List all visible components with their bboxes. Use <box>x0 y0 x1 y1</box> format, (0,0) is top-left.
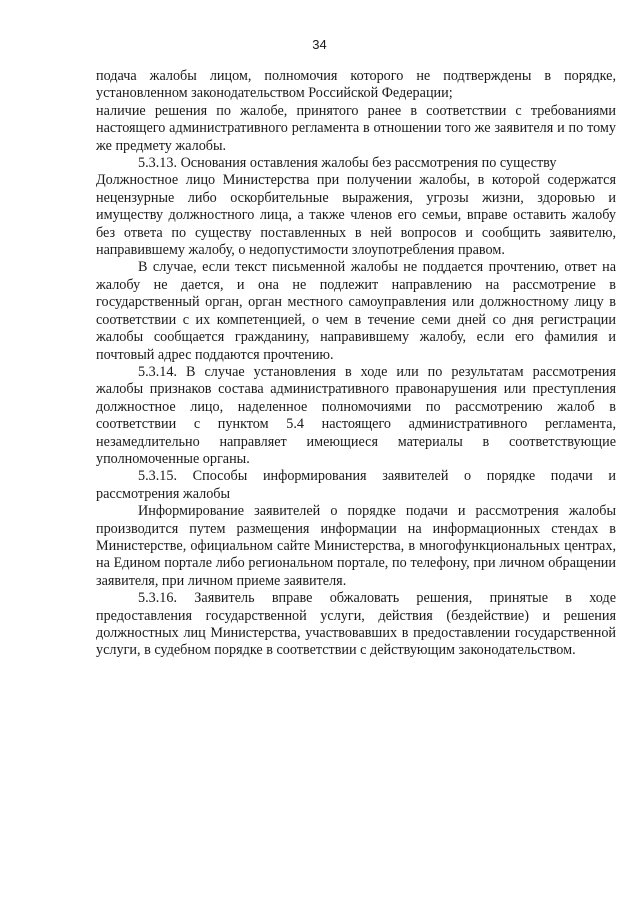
paragraph-2: наличие решения по жалобе, принятого ранее в соответствии с требованиями настоящего административного регламента в отношении того же заявителя и по тому же предмету жалобы. <box>96 102 616 154</box>
section-heading-5-3-15: 5.3.15. Способы информирования заявителей о порядке подачи и рассмотрения жалобы <box>96 468 616 502</box>
paragraph-8: Информирование заявителей о порядке подачи и рассмотрения жалобы производится путем размещения информации на информационных стендах в Министерстве, официальном сайте Министерства, в многофункциональных центрах, на Едином портале либо региональном портале, по телефону, при личном обращении заявителя, при личном приеме заявителя. <box>96 503 616 589</box>
paragraph-1: подача жалобы лицом, полномочия которого не подтверждены в порядке, установленном законодательством Российской Федерации; <box>96 68 616 102</box>
document-body <box>96 68 616 660</box>
page-number: 34 <box>312 37 327 52</box>
section-heading-5-3-13: 5.3.13. Основания оставления жалобы без рассмотрения по существу <box>138 155 557 172</box>
paragraph-4: Должностное лицо Министерства при получении жалобы, в которой содержатся нецензурные либо оскорбительные выражения, угрозы жизни, здоровью и имуществу должностного лица, а также членов его семьи, вправе оставить жалобу без ответа по существу поставленных в ней вопросов и сообщить заявителю, направившему жалобу, о недопустимости злоупотребления правом. <box>96 172 616 259</box>
paragraph-5: В случае, если текст письменной жалобы не поддается прочтению, ответ на жалобу не дается, и она не подлежит направлению на рассмотрение в государственный орган, орган местного самоуправления или должностному лицу в соответствии с их компетенцией, о чем в течение семи дней со дня регистрации жалобы сообщается гражданину, направившему жалобу, если его фамилия и почтовый адрес поддаются прочтению. <box>96 259 616 363</box>
section-5-3-14: 5.3.14. В случае установления в ходе или по результатам рассмотрения жалобы признаков состава административного правонарушения или преступления должностное лицо, наделенное полномочиями по рассмотрению жалоб в соответствии с пунктом 5.4 настоящего административного регламента, незамедлительно направляет имеющиеся материалы в соответствующие уполномоченные органы. <box>96 363 616 467</box>
section-5-3-16: 5.3.16. Заявитель вправе обжаловать решения, принятые в ходе предоставления государственной услуги, действия (бездействие) и решения должностных лиц Министерства, участвовавших в предоставлении государственной услуги, в судебном порядке в соответствии с действующим законодательством. <box>96 590 616 659</box>
